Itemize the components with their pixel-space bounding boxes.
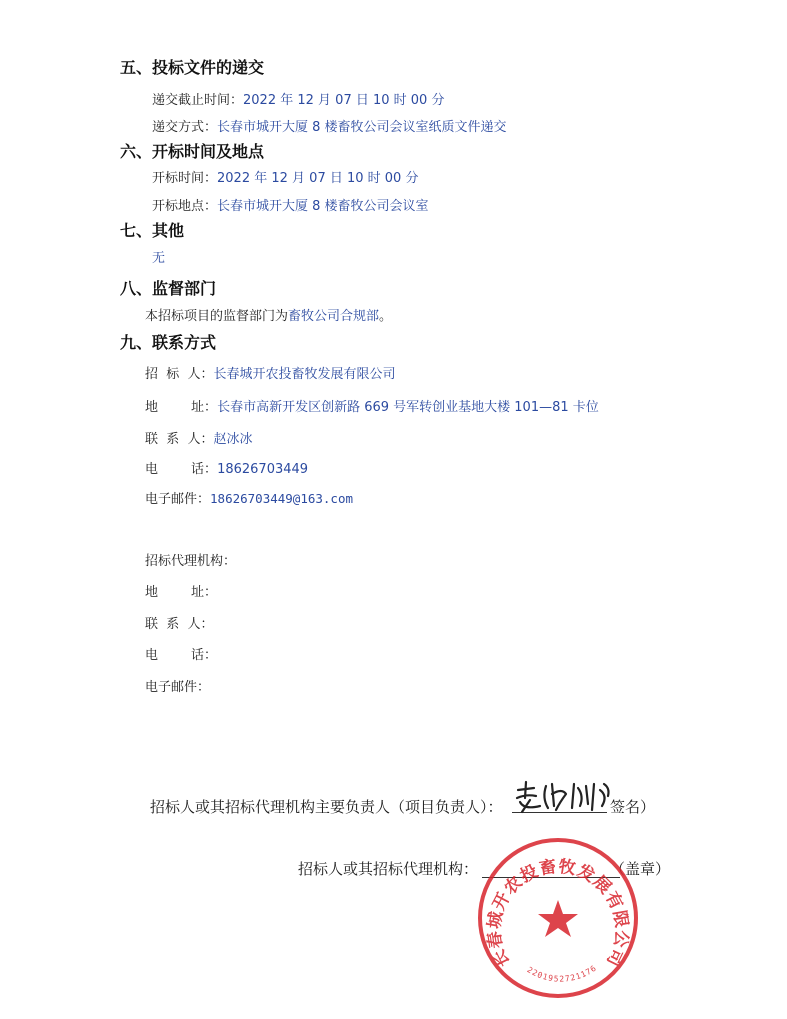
tenderer-address-value: 长春市高新开发区创新路 669 号军转创业基地大楼 101—81 卡位 — [217, 400, 599, 415]
signature-line-1-suffix: 签名） — [610, 798, 656, 816]
submission-method-label: 递交方式： — [152, 120, 218, 135]
signature-line-2-label: 招标人或其招标代理机构： — [298, 860, 479, 878]
tenderer-contact-row — [145, 428, 253, 447]
tenderer-address-label: 地 址： — [145, 400, 218, 415]
opening-place-value: 长春市城开大厦 8 楼畜牧公司会议室 — [217, 199, 429, 214]
deadline-row — [152, 89, 444, 108]
tenderer-name-label: 招 标 人： — [145, 367, 214, 382]
agency-email-label: 电子邮件： — [145, 680, 211, 695]
section-9-heading: 九、联系方式 — [120, 333, 217, 352]
tenderer-phone-label: 电 话： — [145, 462, 218, 477]
supervision-text — [145, 305, 392, 324]
company-seal — [476, 836, 640, 1000]
submission-method-value: 长春市城开大厦 8 楼畜牧公司会议室纸质文件递交 — [217, 120, 507, 135]
svg-text:2201952721176: 2201952721176 — [525, 963, 599, 984]
deadline-label: 递交截止时间： — [152, 93, 244, 108]
tenderer-name-row — [145, 363, 396, 382]
svg-text:长春城开农投畜牧发展有限公司: 长春城开农投畜牧发展有限公司 — [484, 856, 632, 971]
other-value: 无 — [152, 251, 166, 266]
tenderer-name-value: 长春城开农投畜牧发展有限公司 — [213, 367, 396, 382]
submission-method-row — [152, 116, 507, 135]
signature-line-2-suffix: （盖章） — [610, 860, 671, 878]
tenderer-phone-value: 18626703449 — [217, 462, 309, 477]
agency-address-label: 地 址： — [145, 585, 218, 600]
section-8-heading: 八、监督部门 — [120, 279, 217, 298]
tenderer-email-value: 18626703449@163.com — [210, 491, 354, 506]
tenderer-address-row — [145, 396, 599, 415]
tenderer-phone-row — [145, 458, 308, 477]
agency-name-label: 招标代理机构： — [145, 554, 237, 569]
section-5-heading: 五、投标文件的递交 — [120, 58, 265, 77]
tenderer-contact-value: 赵冰冰 — [213, 432, 253, 447]
section-7-heading: 七、其他 — [120, 221, 185, 240]
tenderer-email-row — [145, 488, 353, 507]
tenderer-contact-label: 联 系 人： — [145, 432, 214, 447]
supervision-prefix: 本招标项目的监督部门为 — [145, 309, 289, 324]
opening-place-label: 开标地点： — [152, 199, 218, 214]
agency-phone-label: 电 话： — [145, 648, 218, 663]
section-6-heading: 六、开标时间及地点 — [120, 142, 265, 161]
opening-time-row — [152, 167, 418, 186]
opening-time-label: 开标时间： — [152, 171, 218, 186]
signature-line-1-label: 招标人或其招标代理机构主要负责人（项目负责人）： — [150, 798, 503, 816]
opening-time-value: 2022 年 12 月 07 日 10 时 00 分 — [217, 171, 419, 186]
handwritten-signature — [512, 776, 617, 818]
deadline-value: 2022 年 12 月 07 日 10 时 00 分 — [243, 93, 445, 108]
tenderer-email-label: 电子邮件： — [145, 492, 211, 507]
opening-place-row — [152, 195, 429, 214]
agency-contact-label: 联 系 人： — [145, 617, 214, 632]
supervision-suffix: 。 — [379, 309, 393, 324]
supervision-dept: 畜牧公司合规部 — [288, 309, 380, 324]
